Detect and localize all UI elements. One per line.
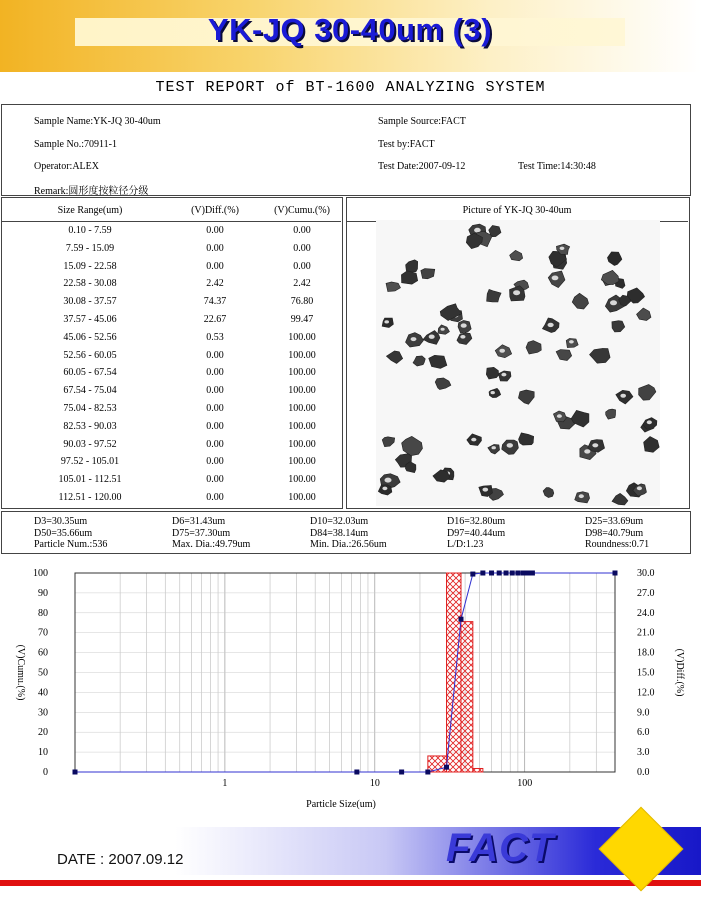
- particle-highlight: [579, 494, 584, 498]
- footer-red-line: [0, 880, 701, 886]
- stat-value: D6=31.43um: [172, 516, 226, 527]
- table-cell-diff: 0.00: [206, 349, 224, 361]
- particle: [486, 367, 498, 379]
- stat-value: D84=38.14um: [310, 527, 369, 539]
- y-tick-label: 80: [38, 607, 48, 619]
- y-tick-label: 10: [38, 747, 48, 759]
- particle-highlight: [610, 300, 617, 305]
- table-cell-cumu: 99.47: [290, 314, 314, 325]
- particle-highlight: [471, 438, 476, 442]
- remark: Remark:圆形度按粒径分级: [34, 186, 149, 197]
- table-header-diff: (V)Diff.(%): [191, 205, 239, 216]
- table-cell-size-range: 97.52 - 105.01: [60, 456, 120, 468]
- stat-value: D25=33.69um: [585, 516, 644, 527]
- particle: [543, 488, 554, 498]
- cumulative-marker: [489, 571, 494, 576]
- cumulative-marker: [425, 770, 430, 775]
- particle: [606, 409, 616, 419]
- particle: [637, 308, 652, 321]
- y-tick-label: 90: [38, 587, 48, 599]
- y2-tick-label: 3.0: [637, 747, 650, 759]
- particle: [639, 385, 656, 401]
- particle-highlight: [441, 328, 445, 331]
- table-cell-cumu: 0.00: [293, 260, 311, 272]
- particle: [518, 390, 534, 404]
- table-cell-diff: 74.37: [203, 296, 227, 308]
- fact-logo: FACT: [446, 826, 555, 870]
- cumulative-marker: [354, 770, 359, 775]
- particle-highlight: [499, 349, 505, 353]
- y2-tick-label: 21.0: [637, 627, 655, 639]
- particle-highlight: [620, 394, 626, 398]
- table-cell-size-range: 105.01 - 112.51: [58, 474, 122, 486]
- stat-value: Roundness:0.71: [585, 539, 650, 550]
- particle: [433, 470, 450, 482]
- cumulative-marker: [497, 571, 502, 576]
- table-cell-diff: 22.67: [203, 314, 227, 325]
- cumulative-marker: [521, 571, 526, 576]
- y2-tick-label: 27.0: [637, 587, 655, 599]
- table-cell-cumu: 100.00: [288, 492, 316, 503]
- stat-value: Max. Dia.:49.79um: [172, 539, 251, 550]
- particle-image: [376, 220, 660, 506]
- y2-tick-label: 18.0: [637, 647, 655, 659]
- operator: Operator:ALEX: [34, 161, 99, 172]
- particle: [644, 437, 660, 453]
- table-cell-cumu: 100.00: [288, 474, 316, 486]
- particle: [590, 348, 611, 363]
- particle: [607, 252, 622, 266]
- table-cell-diff: 0.00: [206, 420, 224, 432]
- table-cell-cumu: 100.00: [288, 438, 316, 450]
- particle-highlight: [584, 449, 590, 453]
- particle-highlight: [637, 486, 642, 490]
- table-cell-size-range: 75.04 - 82.53: [63, 403, 117, 414]
- stat-value: D10=32.03um: [310, 516, 369, 527]
- y2-tick-label: 0.0: [637, 767, 650, 778]
- test-time: Test Time:14:30:48: [518, 161, 596, 172]
- stat-value: D16=32.80um: [447, 516, 506, 527]
- particle-highlight: [552, 276, 559, 281]
- particle-highlight: [460, 335, 465, 339]
- particle-highlight: [491, 391, 495, 394]
- particle-highlight: [560, 247, 565, 250]
- table-cell-diff: 0.00: [206, 403, 224, 414]
- table-header-cumu: (V)Cumu.(%): [274, 205, 330, 216]
- particle-highlight: [557, 414, 562, 418]
- particle-highlight: [647, 420, 652, 424]
- particle: [413, 356, 425, 366]
- y2-tick-label: 15.0: [637, 667, 655, 679]
- diff-bar: [473, 768, 483, 772]
- x-tick-label: 100: [517, 778, 533, 789]
- table-cell-size-range: 30.08 - 37.57: [63, 296, 117, 308]
- particle-highlight: [492, 446, 496, 449]
- table-cell-size-range: 15.09 - 22.58: [63, 260, 117, 272]
- table-cell-diff: 0.00: [206, 367, 224, 379]
- sample-no: Sample No.:70911-1: [34, 139, 117, 150]
- table-cell-cumu: 100.00: [288, 349, 316, 361]
- table-cell-size-range: 60.05 - 67.54: [63, 367, 117, 379]
- particle: [406, 260, 418, 273]
- cumulative-marker: [459, 617, 464, 622]
- particle: [526, 341, 541, 354]
- sample-source: Sample Source:FACT: [378, 116, 466, 127]
- stat-value: D75=37.30um: [172, 527, 231, 539]
- particle: [386, 282, 401, 292]
- cumulative-marker: [470, 572, 475, 577]
- table-cell-size-range: 90.03 - 97.52: [63, 438, 117, 450]
- table-cell-cumu: 100.00: [288, 420, 316, 432]
- footer-date: DATE : 2007.09.12: [57, 851, 184, 868]
- table-cell-diff: 0.00: [206, 225, 224, 236]
- particle: [510, 250, 523, 260]
- cumulative-marker: [613, 571, 618, 576]
- stat-value: Min. Dia.:26.56um: [310, 539, 387, 550]
- table-cell-cumu: 76.80: [290, 296, 314, 308]
- cumulative-marker: [510, 571, 515, 576]
- table-cell-size-range: 7.59 - 15.09: [65, 242, 115, 254]
- y-tick-label: 50: [38, 667, 48, 679]
- table-cell-cumu: 100.00: [288, 385, 316, 397]
- table-cell-diff: 0.00: [206, 456, 224, 468]
- particle: [519, 433, 534, 445]
- size-table-header-line: [1, 221, 341, 222]
- table-cell-cumu: 100.00: [288, 331, 316, 343]
- y-tick-label: 70: [38, 627, 48, 639]
- stat-value: D97=40.44um: [447, 527, 506, 539]
- y-tick-label: 30: [38, 707, 48, 719]
- table-cell-cumu: 100.00: [288, 403, 316, 414]
- table-cell-diff: 0.00: [206, 438, 224, 450]
- particle-highlight: [411, 337, 417, 341]
- particle: [612, 493, 628, 505]
- particle: [612, 321, 625, 332]
- y2-tick-label: 9.0: [637, 707, 650, 719]
- table-cell-diff: 0.00: [206, 242, 224, 254]
- table-cell-diff: 2.42: [206, 278, 224, 290]
- cumulative-marker: [530, 571, 535, 576]
- table-cell-size-range: 82.53 - 90.03: [63, 420, 117, 432]
- table-header-size-range: Size Range(um): [57, 205, 123, 216]
- cumulative-marker: [504, 571, 509, 576]
- test-by: Test by:FACT: [378, 139, 435, 150]
- table-cell-cumu: 2.42: [293, 278, 311, 290]
- particle-photo: [376, 220, 660, 506]
- particle-highlight: [507, 443, 513, 448]
- y-tick-label: 60: [38, 647, 48, 659]
- table-cell-diff: 0.00: [206, 492, 224, 503]
- stat-value: Particle Num.:536: [34, 539, 108, 550]
- table-cell-cumu: 100.00: [288, 367, 316, 379]
- table-cell-size-range: 0.10 - 7.59: [68, 225, 112, 236]
- diff-bar: [461, 622, 473, 772]
- table-cell-size-range: 67.54 - 75.04: [63, 385, 117, 397]
- y2-tick-label: 12.0: [637, 687, 655, 699]
- stat-value: L/D:1.23: [447, 539, 484, 550]
- stat-value: D3=30.35um: [34, 516, 88, 527]
- particle-size-chart: [0, 560, 701, 810]
- table-cell-diff: 0.00: [206, 260, 224, 272]
- y-tick-label: 100: [33, 568, 48, 579]
- particle-highlight: [483, 488, 489, 492]
- particle-highlight: [384, 320, 389, 323]
- particle-highlight: [382, 487, 387, 491]
- cumulative-marker: [525, 571, 530, 576]
- page-title: YK-JQ 30-40um (3): [207, 12, 493, 47]
- x-tick-label: 10: [369, 778, 380, 789]
- y2-axis-label: (V)Diff.(%): [674, 648, 685, 697]
- y2-tick-label: 24.0: [637, 607, 655, 619]
- particle-highlight: [513, 290, 520, 295]
- particle: [487, 289, 502, 302]
- sample-name: Sample Name:YK-JQ 30-40um: [34, 116, 161, 127]
- table-cell-diff: 0.53: [206, 331, 224, 343]
- particle-highlight: [569, 340, 574, 343]
- cumulative-marker: [515, 571, 520, 576]
- particle-highlight: [385, 478, 392, 483]
- particle: [401, 271, 417, 284]
- table-cell-cumu: 0.00: [293, 225, 311, 236]
- cumulative-marker: [444, 765, 449, 770]
- particle: [572, 293, 588, 309]
- particle: [382, 437, 395, 447]
- particle-highlight: [548, 323, 554, 327]
- table-cell-diff: 0.00: [206, 385, 224, 397]
- x-tick-label: 1: [222, 778, 228, 789]
- particle: [386, 351, 402, 364]
- particle: [556, 350, 572, 361]
- table-cell-size-range: 112.51 - 120.00: [58, 492, 122, 503]
- y-tick-label: 0: [43, 767, 48, 778]
- table-cell-size-range: 45.06 - 52.56: [63, 331, 117, 343]
- cumulative-marker: [73, 770, 78, 775]
- particle-highlight: [592, 443, 598, 447]
- particle: [429, 355, 447, 368]
- particle: [402, 436, 423, 455]
- y2-tick-label: 6.0: [637, 727, 650, 739]
- particle: [421, 269, 435, 279]
- y2-tick-label: 30.0: [637, 568, 655, 579]
- cumulative-marker: [480, 571, 485, 576]
- diamond-logo-icon: [599, 807, 684, 892]
- particle-highlight: [501, 373, 506, 377]
- stat-value: D50=35.66um: [34, 527, 93, 539]
- report-title: TEST REPORT of BT-1600 ANALYZING SYSTEM: [155, 79, 546, 96]
- y-axis-label: (V)Cumu.(%): [15, 644, 26, 701]
- y-tick-label: 20: [38, 727, 48, 739]
- table-cell-size-range: 37.57 - 45.06: [63, 314, 117, 325]
- particle: [435, 378, 451, 390]
- table-cell-size-range: 52.56 - 60.05: [63, 349, 117, 361]
- particle: [457, 333, 472, 345]
- table-cell-cumu: 0.00: [293, 242, 311, 254]
- particle-highlight: [461, 323, 467, 327]
- picture-title: Picture of YK-JQ 30-40um: [462, 205, 572, 216]
- x-axis-label: Particle Size(um): [306, 799, 376, 810]
- y-tick-label: 40: [38, 687, 48, 699]
- cumulative-marker: [399, 770, 404, 775]
- table-cell-diff: 0.00: [206, 474, 224, 486]
- table-cell-size-range: 22.58 - 30.08: [63, 278, 117, 290]
- table-cell-cumu: 100.00: [288, 456, 316, 468]
- test-date: Test Date:2007-09-12: [378, 161, 466, 172]
- stat-value: D98=40.79um: [585, 527, 644, 539]
- particle-highlight: [429, 335, 435, 339]
